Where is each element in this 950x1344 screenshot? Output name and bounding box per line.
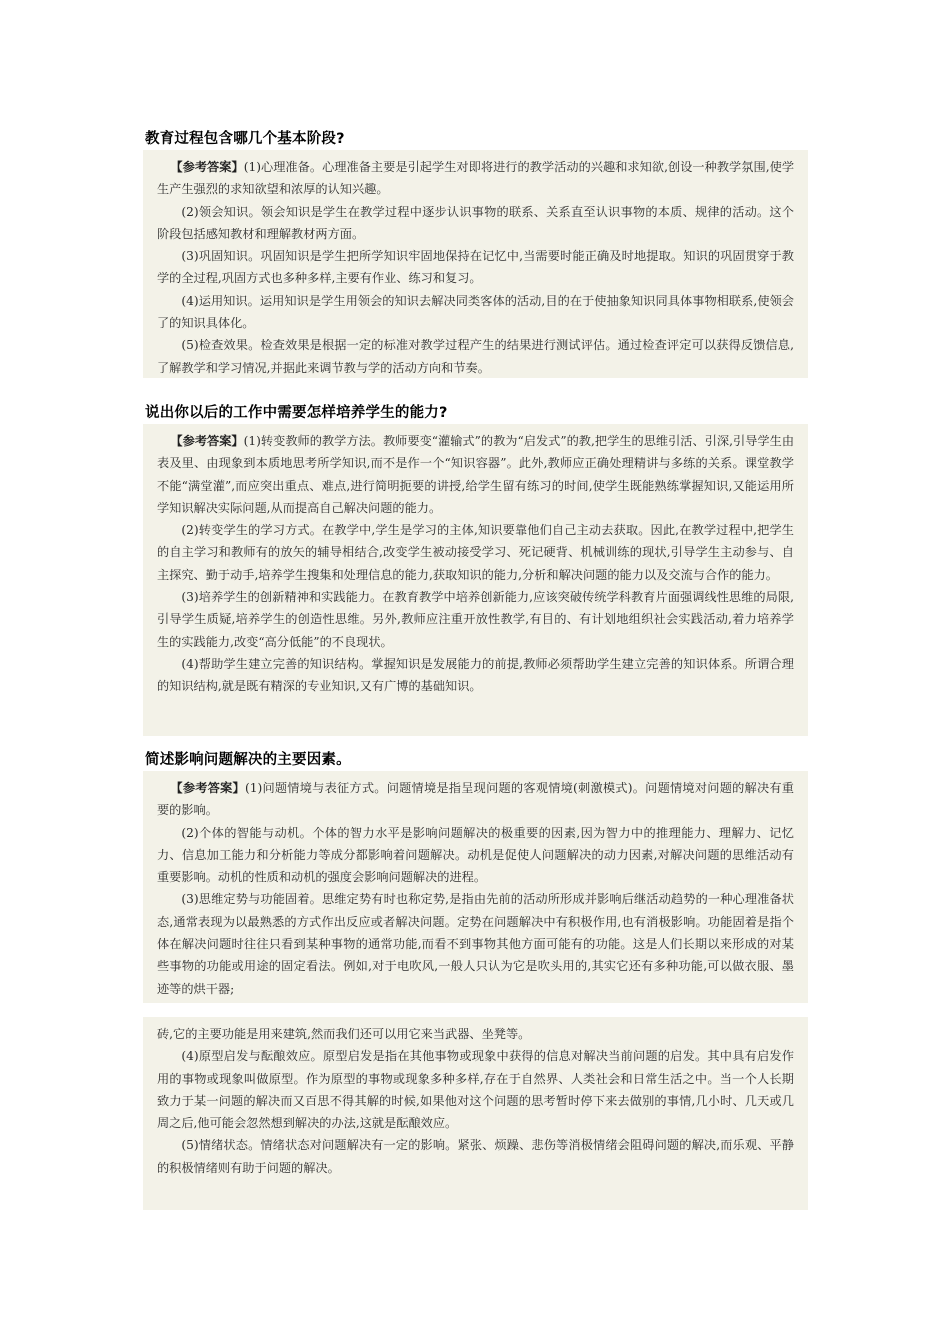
answer-paragraph: (2)个体的智能与动机。个体的智力水平是影响问题解决的极重要的因素,因为智力中的推理能力、理解力、记忆力、信息加工能力和分析能力等成分都影响着问题解决。动机是促使人问题解决的动力因素,对解决问题的思维活动有重要影响。动机的性质和动机的强度会影响问题解决的进程。 <box>157 825 794 885</box>
answer-scan-3-continued <box>143 1017 808 1210</box>
answer-label: 【参考答案】 <box>170 781 245 795</box>
answer-paragraph: (2)领会知识。领会知识是学生在教学过程中逐步认识事物的联系、关系直至认识事物的本质、规律的活动。这个阶段包括感知教材和理解教材两方面。 <box>157 204 794 241</box>
answer-scan-3 <box>143 771 808 1003</box>
answer-paragraph: (3)培养学生的创新精神和实践能力。在教育教学中培养创新能力,应该突破传统学科教育片面强调线性思维的局限,引导学生质疑,培养学生的创造性思维。另外,教师应注重开放性教学,有目的、有计划地组织社会实践活动,着力培养学生的实践能力,改变“高分低能”的不良现状。 <box>157 590 794 649</box>
answer-paragraph: (3)巩固知识。巩固知识是学生把所学知识牢固地保持在记忆中,当需要时能正确及时地提取。知识的巩固贯穿于教学的全过程,巩固方式也多种多样,主要有作业、练习和复习。 <box>157 249 794 286</box>
question-title-1: 教育过程包含哪几个基本阶段? <box>145 131 345 147</box>
answer-paragraph: 【参考答案】(1)问题情境与表征方式。问题情境是指呈现问题的客观情境(刺激模式)。问题情境对问题的解决有重要的影响。 <box>157 781 794 818</box>
answer-paragraph: (5)情绪状态。情绪状态对问题解决有一定的影响。紧张、烦躁、悲伤等消极情绪会阻碍问题的解决,而乐观、平静的积极情绪则有助于问题的解决。 <box>157 1138 794 1175</box>
answer-label: 【参考答案】 <box>170 434 244 448</box>
answer-paragraph: (5)检查效果。检查效果是根据一定的标准对教学过程产生的结果进行测试评估。通过检查评定可以获得反馈信息,了解教学和学习情况,并据此来调节教与学的活动方向和节奏。 <box>157 338 794 375</box>
answer-scan-2 <box>143 424 808 736</box>
answer-paragraph: (4)原型启发与酝酿效应。原型启发是指在其他事物或现象中获得的信息对解决当前问题的启发。其中具有启发作用的事物或现象叫做原型。作为原型的事物或现象多种多样,存在于自然界、人类社会和日常生活之中。当一个人长期致力于某一问题的解决而又百思不得其解的时候,如果他对这个问题的思考暂时停下来去做别的事情,几小时、几天或几周之后,他可能会忽然想到解决的办法,这就是酝酿效应。 <box>157 1049 794 1131</box>
answer-paragraph: (2)转变学生的学习方式。在教学中,学生是学习的主体,知识要靠他们自己主动去获取。因此,在教学过程中,把学生的自主学习和教师有的放矢的辅导相结合,改变学生被动接受学习、死记硬背、机械训练的现状,引导学生主动参与、自主探究、勤于动手,培养学生搜集和处理信息的能力,获取知识的能力,分析和解决问题的能力以及交流与合作的能力。 <box>157 523 794 582</box>
answer-paragraph: (4)运用知识。运用知识是学生用领会的知识去解决同类客体的活动,目的在于使抽象知识同具体事物相联系,使领会了的知识具体化。 <box>157 293 794 331</box>
answer-paragraph: (4)帮助学生建立完善的知识结构。掌握知识是发展能力的前提,教师必须帮助学生建立完善的知识体系。所谓合理的知识结构,就是既有精深的专业知识,又有广博的基础知识。 <box>157 656 794 694</box>
answer-paragraph: 【参考答案】(1)心理准备。心理准备主要是引起学生对即将进行的教学活动的兴趣和求知欲,创设一种教学氛围,使学生产生强烈的求知欲望和浓厚的认知兴趣。 <box>157 160 795 197</box>
question-title-2: 说出你以后的工作中需要怎样培养学生的能力? <box>145 405 448 421</box>
answer-paragraph: 砖,它的主要功能是用来建筑,然而我们还可以用它来当武器、坐凳等。 <box>157 1027 531 1041</box>
answer-label: 【参考答案】 <box>170 160 244 174</box>
answer-scan-1 <box>143 150 808 378</box>
question-title-3: 简述影响问题解决的主要因素。 <box>145 752 351 768</box>
answer-paragraph: (3)思维定势与功能固着。思维定势有时也称定势,是指由先前的活动所形成并影响后继活动趋势的一种心理准备状态,通常表现为以最熟悉的方式作出反应或者解决问题。定势在问题解决中有积极作用,也有消极影响。功能固着是指个体在解决问题时往往只看到某种事物的通常功能,而看不到事物其他方面可能有的功能。这是人们长期以来形成的对某些事物的功能或用途的固定看法。例如,对于电吹风,一般人只认为它是吹头用的,其实它还有多种功能,可以做衣服、墨迹等的烘干器; <box>157 892 794 996</box>
answer-paragraph: 【参考答案】(1)转变教师的教学方法。教师要变“灌输式”的教为“启发式”的教,把学生的思维引活、引深,引导学生由表及里、由现象到本质地思考所学知识,而不是作一个“知识容器”。此外,教师应正确处理精讲与多练的关系。课堂教学不能“满堂灌”,而应突出重点、难点,进行简明扼要的讲授,给学生留有练习的时间,使学生既能熟练掌握知识,又能运用所学知识解决实际问题,从而提高自己解决问题的能力。 <box>157 434 795 515</box>
